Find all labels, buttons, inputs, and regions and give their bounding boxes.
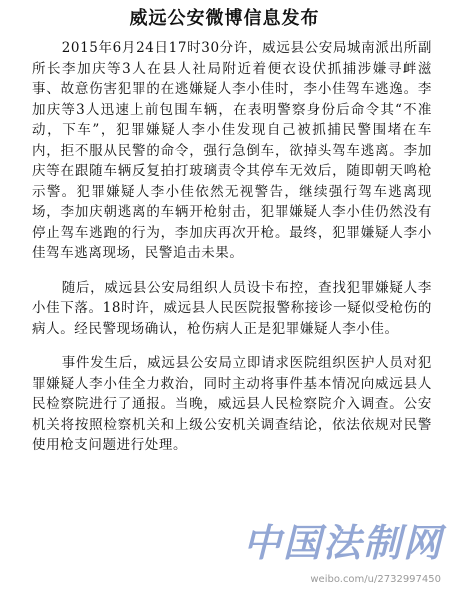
paragraph-1: 2015年6月24日17时30分许，威远县公安局城南派出所副所长李加庆等3人在县人社局附近着便衣设伏抓捕涉嫌寻衅滋事、故意伤害犯罪的在逃嫌疑人李小佳时，李小佳驾车逃逸。李加庆等3人迅速上前包围车辆，在表明警察身份后命令其“不准动，下车”，犯罪嫌疑人李小佳发现自己被抓捕民警围堵在车内，拒不服从民警的命令，强行急倒车，欲掉头驾车逃离。李加庆等在跟随车辆反复拍打玻璃责令其停车无效后，随即朝天鸣枪示警。犯罪嫌疑人李小佳依然无视警告，继续强行驾车逃离现场，李加庆朝逃离的车辆开枪射击，犯罪嫌疑人李小佳仍然没有停止驾车逃跑的行为，李加庆再次开枪。最终，犯罪嫌疑人李小佳驾车逃离现场，民警追击未果。 <box>32 40 432 261</box>
site-watermark-logo: 中国法制网 <box>242 520 443 565</box>
paragraph-2: 随后，威远县公安局组织人员设卡布控，查找犯罪嫌疑人李小佳下落。18时许，威远县人民医院报警称接诊一疑似受枪伤的病人。经民警现场确认，枪伤病人正是犯罪嫌疑人李小佳。 <box>32 279 432 337</box>
weibo-url-watermark: weibo.com/u/2732997450 <box>310 574 441 585</box>
document-title: 威远公安微博信息发布 <box>129 8 320 29</box>
paragraph-3: 事件发生后，威远县公安局立即请求医院组织医护人员对犯罪嫌疑人李小佳全力救治，同时主动将事件基本情况向威远县人民检察院进行了通报。当晚，威远县人民检察院介入调查。公安机关将按照检察机关和上级公安机关调查结论，依法依规对民警使用枪支问题进行处理。 <box>32 355 432 453</box>
document-body <box>32 38 432 470</box>
